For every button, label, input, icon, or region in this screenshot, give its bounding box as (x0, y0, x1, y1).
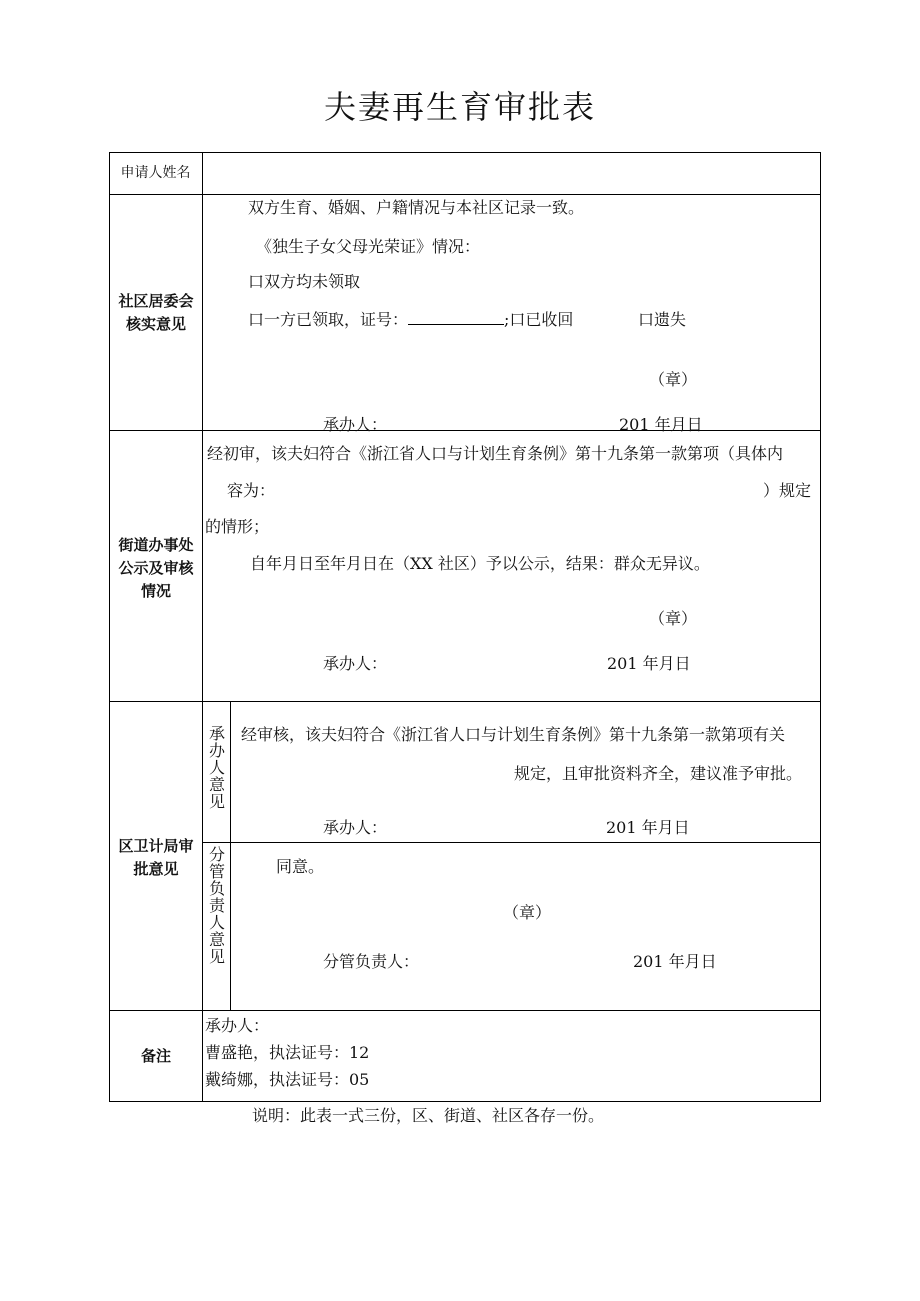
remarks-handler-heading: 承办人： (205, 1016, 270, 1035)
applicant-name-label: 申请人姓名 (120, 165, 191, 181)
form-footnote: 说明：此表一式三份，区、街道、社区各存一份。 (252, 1106, 605, 1125)
table-border-bottom (109, 1101, 821, 1102)
table-border-right (820, 152, 821, 1102)
approval-form-table (109, 152, 821, 1102)
option-one-received-label: 口一方已领取，证号： (248, 310, 409, 329)
row-divider-1 (109, 194, 821, 195)
community-seal: （章） (649, 370, 698, 389)
row-divider-4 (109, 1010, 821, 1011)
district-leader-opinion-label: 分管负责人意见 (208, 845, 225, 966)
district-section-label: 区卫计局审批意见 (118, 837, 194, 878)
row-divider-2 (109, 430, 821, 431)
street-publicity-text: 自年月日至年月日在（XX 社区）予以公示，结果：群众无异议。 (250, 554, 710, 573)
table-border-top (109, 152, 821, 153)
district-handler-opinion-line1: 经审核，该夫妇符合《浙江省人口与计划生育条例》第十九条第一款第项有关 (241, 725, 786, 744)
district-handler-date: 201 年月日 (606, 818, 690, 837)
table-border-left (109, 152, 110, 1102)
district-subrow-divider (202, 842, 821, 843)
street-seal: （章） (649, 609, 698, 628)
label-column-divider (202, 152, 203, 1102)
remarks-handler-2: 戴绮娜，执法证号：05 (205, 1070, 370, 1089)
option-neither-received: 口双方均未领取 (248, 272, 361, 291)
district-seal: （章） (503, 903, 552, 922)
district-leader-date: 201 年月日 (633, 952, 717, 971)
district-leader-opinion: 同意。 (276, 857, 325, 876)
community-record-consistent-text: 双方生育、婚姻、户籍情况与本社区记录一致。 (248, 198, 585, 217)
district-handler-label: 承办人： (323, 818, 388, 837)
street-date: 201 年月日 (607, 654, 691, 673)
district-leader-label: 分管负责人： (323, 952, 420, 971)
form-title: 夫妻再生育审批表 (323, 88, 596, 126)
option-one-received (248, 310, 573, 330)
remarks-handler-1: 曹盛艳，执法证号：12 (205, 1043, 370, 1062)
street-review-content-label: 容为： (227, 481, 276, 500)
street-handler-label: 承办人： (323, 654, 388, 673)
certificate-status-heading: 《独生子女父母光荣证》情况： (256, 237, 481, 256)
option-lost: 口遗失 (638, 310, 687, 329)
certificate-number-blank (408, 310, 504, 325)
row-divider-3 (109, 701, 821, 702)
community-handler-label: 承办人： (323, 415, 388, 434)
street-review-text-line3: 的情形； (205, 517, 270, 536)
street-review-text-line1: 经初审，该夫妇符合《浙江省人口与计划生育条例》第十九条第一款第项（具体内 (207, 444, 784, 463)
district-handler-opinion-line2: 规定，且审批资料齐全，建议准予审批。 (514, 764, 803, 783)
community-section-label: 社区居委会核实意见 (118, 292, 194, 333)
street-section-label: 街道办事处公示及审核情况 (118, 536, 194, 600)
district-handler-opinion-label: 承办人意见 (208, 724, 225, 811)
option-recovered-label: ;口已收回 (504, 310, 574, 329)
street-review-regulation-end: ）规定 (763, 481, 812, 500)
remarks-label: 备注 (140, 1047, 171, 1065)
district-sublabel-divider (230, 701, 231, 1010)
community-date: 201 年月日 (619, 415, 703, 434)
